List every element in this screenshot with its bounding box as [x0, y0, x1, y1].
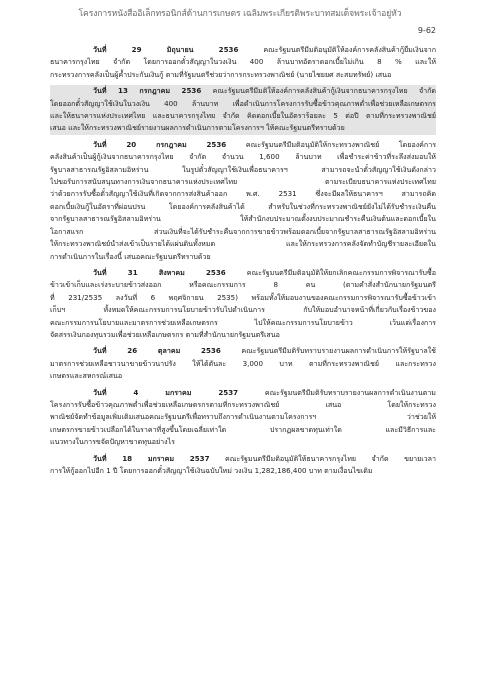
paragraph [50, 345, 436, 382]
paragraph-line: โอกาสแรก ส่วนเงินที่จะได้รับชำระคืนจากการขายข้าวพร้อมดอกเบี้ยจากรัฐบาลสาธารณรัฐอิสลามอิหร่าน [50, 226, 436, 236]
paragraph-date: วันที่ 18 มกราคม 2537 [93, 453, 210, 463]
paragraph-line [50, 267, 436, 279]
paragraph-line: ว่าด้วยการรับซื้อตั๋วสัญญาใช้เงินที่เกิดจากการส่งสินค้าออก พ.ศ. 2531 ซึ่งจะมีผลให้ธนาคารฯ สามารถคิด [50, 189, 436, 199]
paragraph [50, 139, 436, 263]
paragraph-line: ให้กระทรวงพาณิชย์นำส่งเข้าเป็นรายได้แผ่นดินทั้งหมด และให้กระทรวงการคลังจัดทำบัญชีรายละเอียดใน [50, 239, 436, 249]
paragraph-date: วันที่ 26 ตุลาคม 2536 [93, 346, 221, 356]
paragraph-line: จากรัฐบาลสาธารณรัฐอิสลามอิหร่าน ให้สำนักงบประมาณตั้งงบประมาณชำระคืนเงินต้นและดอกเบี้ยใน [50, 214, 436, 224]
line-text: คณะรัฐมนตรีมีมติอนุมัติให้ยกเลิกคณะกรรมการพิจารณารับซื้อ [225, 267, 436, 277]
paragraph-line: การดำเนินการในเรื่องนี้ เสนอคณะรัฐมนตรีทราบด้วย [50, 251, 211, 261]
paragraph [50, 453, 436, 478]
document-body [50, 44, 436, 481]
paragraph-line: รัฐบาลสาธารณรัฐอิสลามอิหร่าน ในรูปตั๋วสัญญาใช้เงินเพื่อธนาคารฯ สามารถจะนำตั๋วสัญญาใช้เงินดังกล่าว [50, 164, 436, 174]
paragraph-line: เสนอ และให้กระทรวงพาณิชย์รายงานผลการดำเนินการตามโครงการฯ ให้คณะรัฐมนตรีทราบด้วย [50, 122, 436, 134]
paragraph-line [50, 85, 436, 97]
paragraph-line [50, 44, 436, 56]
document-header [0, 6, 480, 20]
paragraph-line: แนวทางในการขจัดปัญหาขาดทุนอย่างไร [50, 437, 175, 447]
paragraph-line: ข้าวเข้าเก็บและเร่งระบายข้าวส่งออก หรือคณะกรรมการ 8 คน (ตามคำสั่งสำนักนายกรัฐมนตรี [50, 280, 436, 290]
paragraph-line: คณะกรรมการนโยบายและมาตรการช่วยเหลือเกษตรกร ไปให้คณะกรรมการนโยบายข้าว เว้นแต่เรื่องการ [50, 317, 436, 327]
paragraph-line [50, 139, 436, 151]
paragraph-line: พาณิชย์จัดทำข้อมูลเพิ่มเติมเสนอคณะรัฐมนตรีเพื่อทราบถึงการดำเนินงานตามโครงการฯ ว่าช่วยให้ [50, 412, 436, 422]
line-text: คณะรัฐมนตรีมีมติอนุมัติให้องค์การคลังสินค้ากู้ยืมเงินจาก [238, 45, 436, 54]
paragraph-line: และให้ธนาคารแห่งประเทศไทย และธนาคารกรุงไทย จำกัด คิดดอกเบี้ยในอัตราร้อยละ 5 ต่อปี ตามที่กระทรวงพาณิชย์ [50, 110, 436, 122]
paragraph-line [50, 345, 436, 357]
paragraph-line: ดอกเบี้ยเงินกู้ในอัตราที่ผ่อนปรน โดยองค์การคลังสินค้าได้ สำหรับในช่วงที่กระทรวงพาณิชย์ยังไม่ได้รับชำระเงินคืน [50, 201, 436, 211]
paragraph-line: เกษตรกรขายข้าวเปลือกได้ในราคาที่สูงขึ้นโดยเฉลี่ยเท่าใด ปรากฏผลขาดทุนเท่าใด และมีวิธีการและ [50, 424, 436, 434]
paragraph-line: โดยออกตั๋วสัญญาใช้เงินในวงเงิน 400 ล้านบาท เพื่อดำเนินการโครงการรับซื้อข้าวคุณภาพต่ำเพื่อช่วยเหลือเกษตรกร [50, 98, 436, 110]
paragraph-line: กระทรวงการคลังเป็นผู้ค้ำประกันเงินกู้ ตามที่รัฐมนตรีช่วยว่าการกระทรวงพาณิชย์ (นายไชยยศ สะสมทรัพย์) เสนอ [50, 69, 392, 79]
paragraph-line: คลังสินค้าเป็นผู้กู้เงินจากธนาคารกรุงไทย จำกัด จำนวน 1,600 ล้านบาท เพื่อชำระค่าข้าวที่ระลึงส่งมอบให้ [50, 152, 436, 162]
paragraph-line: โครงการรับซื้อข้าวคุณภาพต่ำเพื่อช่วยเหลือเกษตรกรตามที่กระทรวงพาณิชย์ เสนอ โดยให้กระทรวง [50, 399, 436, 409]
paragraph-line: มาตรการช่วยเหลือชาวนาขายข้าวนาปรัง ให้ได้ตันละ 3,000 บาท ตามที่กระทรวงพาณิชย์ และกระทรวง [50, 358, 436, 368]
paragraph-line: เก็บฯ ทั้งหมดให้คณะกรรมการนโยบายข้าวรับไปดำเนินการ กับให้มอบอำนาจหน้าที่เกี่ยวกับเรื่องข้าวของ [50, 305, 436, 315]
page-number: 9-62 [417, 26, 436, 35]
paragraph-date: วันที่ 13 กรกฎาคม 2536 [93, 86, 202, 96]
paragraph [50, 44, 436, 81]
paragraph [50, 387, 436, 449]
paragraph-line: ที่ 231/2535 ลงวันที่ 6 พฤศจิกายน 2535) พร้อมทั้งให้มอบงานของคณะกรรมการพิจารณารับซื้อข้าวเข้า [50, 292, 436, 302]
paragraph [50, 267, 436, 341]
paragraph-line: จัดสรรเงินกองทุนรวมเพื่อช่วยเหลือเกษตรกร ตามที่สำนักนายกรัฐมนตรีเสนอ [50, 329, 280, 339]
line-text: คณะรัฐมนตรีมีมติอนุมัติให้กระทรวงพาณิชย์ โดยองค์การ [226, 139, 436, 149]
paragraph-line: ไปขอรับการสนับสนุนทางการเงินจากธนาคารแห่งประเทศไทย ตามระเบียบธนาคารแห่งประเทศไทย [50, 177, 436, 187]
paragraph-date: วันที่ 31 สิงหาคม 2536 [93, 267, 226, 277]
paragraph-line: การให้กู้ออกไปอีก 1 ปี โดยการออกตั๋วสัญญาใช้เงินฉบับใหม่ วงเงิน 1,282,186,400 บาท ตามเงื่อนไขเดิม [50, 466, 373, 475]
paragraph-date: วันที่ 20 กรกฎาคม 2536 [93, 139, 227, 149]
line-text: คณะรัฐมนตรีมีมติรับทราบรายงานผลการดำเนินการให้รัฐบาลใช้ [220, 346, 436, 356]
paragraph-line: ธนาคารกรุงไทย จำกัด โดยการออกตั๋วสัญญาในวงเงิน 400 ล้านบาทอัตราดอกเบี้ยไม่เกิน 8 % และให้ [50, 57, 436, 67]
paragraph-highlighted [50, 85, 436, 135]
paragraph-date: วันที่ 29 มิถุนายน 2536 [93, 45, 239, 54]
paragraph-date: วันที่ 4 มกราคม 2537 [93, 387, 239, 397]
paragraph-line: เกษตรและสหกรณ์เสนอ [50, 371, 123, 381]
paragraph-line [50, 387, 436, 399]
paragraph-line [50, 453, 436, 465]
line-text: คณะรัฐมนตรีมีมติอนุมัติให้ธนาคารกรุงไทย จำกัด ขยายเวลา [209, 453, 436, 463]
header-title: โครงการหนังสืออิเล็กทรอนิกส์ด้านการเกษตร เฉลิมพระเกียรติพระบาทสมเด็จพระเจ้าอยู่หัว [78, 9, 402, 19]
line-text: คณะรัฐมนตรีมีมติรับทราบรายงานผลการดำเนินงานตาม [238, 387, 436, 397]
line-text: คณะรัฐมนตรีมีมติให้องค์การคลังสินค้ากู้เงินจากธนาคารกรุงไทย จำกัด [201, 86, 436, 96]
